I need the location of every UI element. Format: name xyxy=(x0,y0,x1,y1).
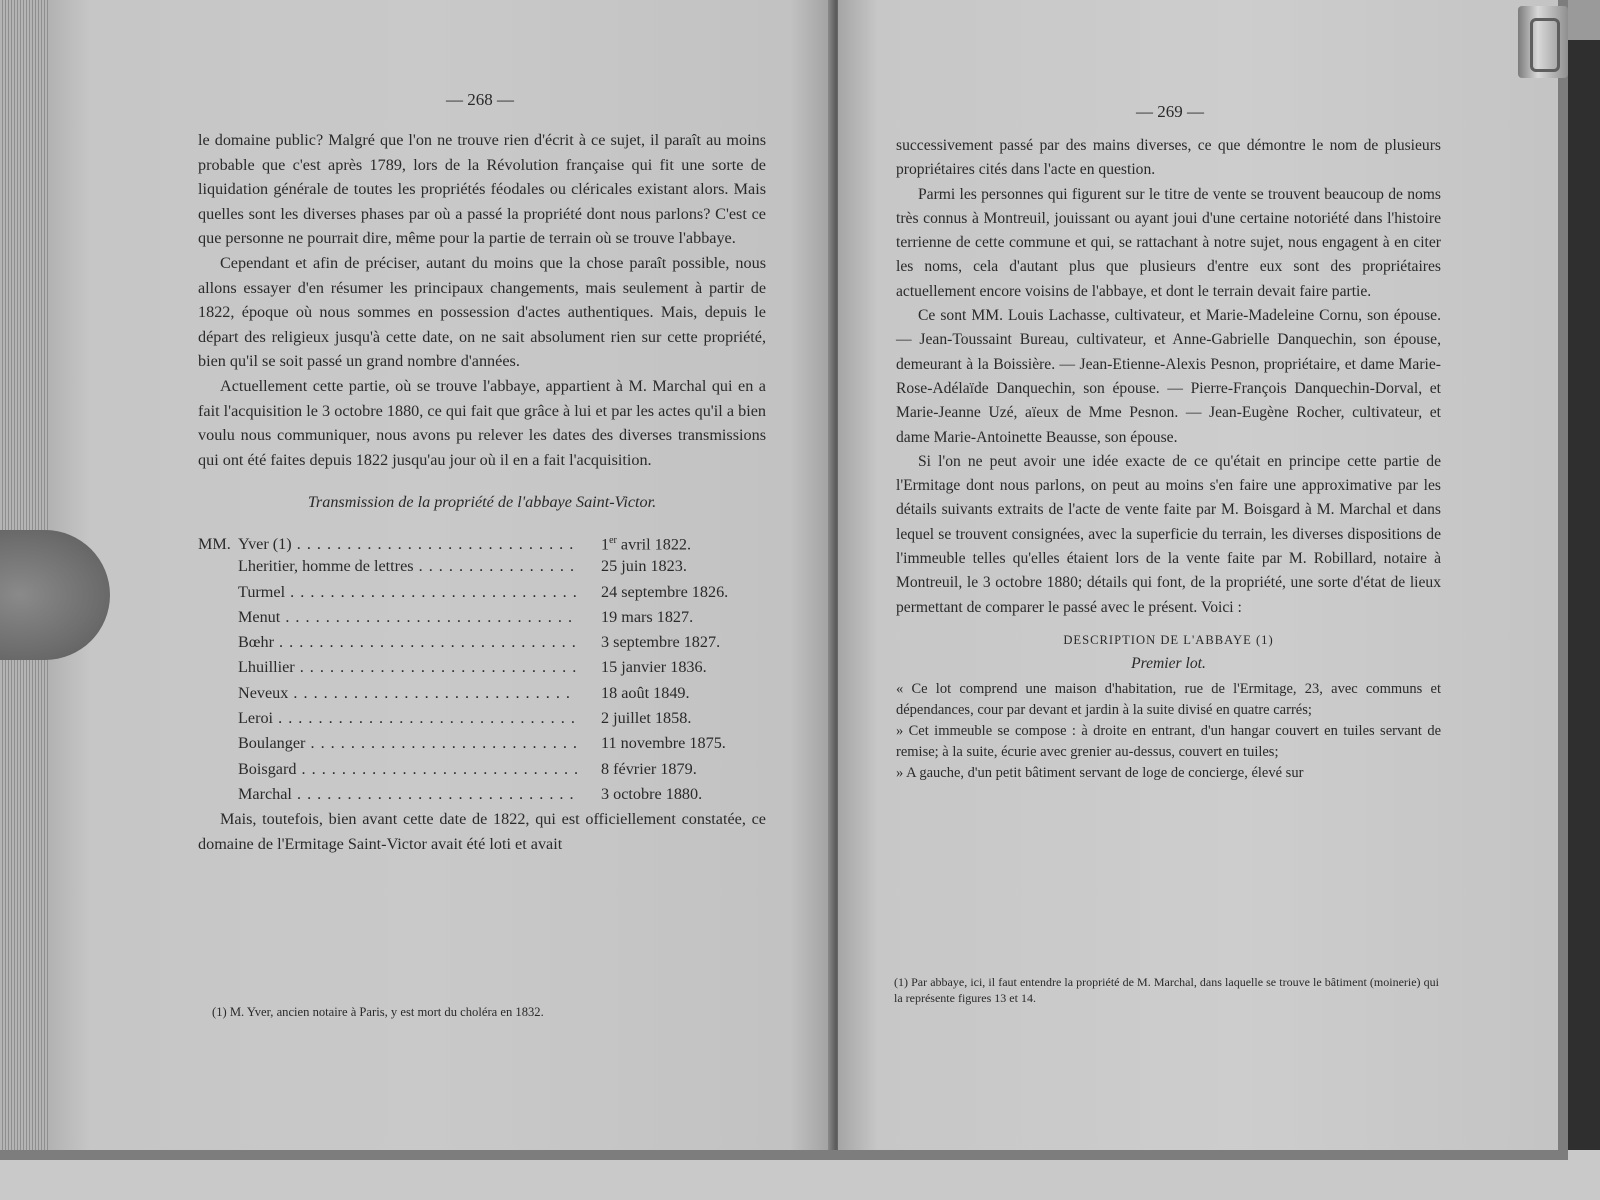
owner-name: Boulanger . . . xyxy=(238,731,577,756)
quoted-paragraph-3: » A gauche, d'un petit bâtiment servant de loge de concierge, élevé sur xyxy=(896,764,1304,781)
transmission-row xyxy=(198,782,766,807)
transmission-row xyxy=(198,706,766,731)
quoted-paragraph-1: « Ce lot comprend une maison d'habitation, rue de l'Ermitage, 23, avec communs et dépendances, cour par devant et jardin à la suite divisé en quatre carrés; xyxy=(896,680,1441,718)
owner-name: Yver (1) . . . xyxy=(238,532,577,557)
owner-name: Lheritier, homme de lettres . . . xyxy=(238,554,577,579)
transmission-row xyxy=(198,605,766,630)
owner-name: Bœhr . . . xyxy=(238,630,577,655)
owner-name: Lhuillier . . . xyxy=(238,655,577,680)
transmission-row xyxy=(198,731,766,756)
quoted-paragraph-2: » Cet immeuble se compose : à droite en entrant, d'un hangar couvert en tuiles servant de remise; à la suite, écurie avec grenier au-dessus, couvert en tuiles; xyxy=(896,722,1441,760)
transfer-date: 15 janvier 1836. xyxy=(601,658,707,677)
right-paragraph-2: Parmi les personnes qui figurent sur le titre de vente se trouvent beaucoup de noms très connus à Montreuil, jouissant ou ayant joui d'une certaine notoriété dans l'histoire terrienne de cette commune et qui, se rattachant à notre sujet, nous engagent à en citer les noms, cela d'autant plus que plusieurs d'entre eux sont des propriétaires actuellement encore voisins de l'abbaye, et dont le terrain devait faire partie. xyxy=(896,185,1441,300)
owner-name: Leroi . . . xyxy=(238,706,577,731)
transmission-prefix: MM. xyxy=(198,535,231,554)
right-paragraph-4: Si l'on ne peut avoir une idée exacte de ce qu'était en principe cette partie de l'Ermitage dont nous parlons, on peut au moins s'en faire une approximative par les détails suivants extraits de l'acte de vente faite par M. Boisgard à M. Marchal et dans lequel se trouvent consignées, avec la superficie du terrain, les diverses dispositions de l'immeuble telles qu'elles étaient lors de la vente faite par M. Robillard, notaire à Montreuil, le 3 octobre 1880; détails qui font, de la propriété, une sorte d'état de lieux permettant de comparer le passé avec le présent. Voici : xyxy=(896,452,1441,616)
left-page-number: — 268 — xyxy=(446,90,514,109)
transmission-row xyxy=(198,757,766,782)
transmission-row xyxy=(198,580,766,605)
left-paragraph-1: le domaine public? Malgré que l'on ne trouve rien d'écrit à ce sujet, il paraît au moins probable que c'est après 1789, lors de la Révolution française qui fit une sorte de liquidation générale de toutes les propriétés féodales ou cléricales existant alors. Mais quelles sont les diverses phases par où a passé la propriété dont nous parlons? C'est ce que personne ne pourrait dire, même pour la partie de terrain où se trouve l'abbaye. xyxy=(198,131,766,248)
transmission-list xyxy=(198,529,766,807)
owner-name: Marchal . . . xyxy=(238,782,577,807)
description-heading: DESCRIPTION DE L'ABBAYE (1) xyxy=(1063,632,1274,647)
owner-name: Boisgard . . . xyxy=(238,757,577,782)
transfer-date: 2 juillet 1858. xyxy=(601,708,692,727)
transfer-date: 8 février 1879. xyxy=(601,759,697,778)
transmission-row xyxy=(198,529,766,554)
transmission-heading: Transmission de la propriété de l'abbaye Saint-Victor. xyxy=(307,493,657,512)
right-footnote: (1) Par abbaye, ici, il faut entendre la propriété de M. Marchal, dans laquelle se trouve le bâtiment (moinerie) qui la représente figures 13 et 14. xyxy=(894,975,1439,1005)
transfer-date: 25 juin 1823. xyxy=(601,557,687,576)
transfer-date: 18 août 1849. xyxy=(601,683,690,702)
left-paragraph-2: Cependant et afin de préciser, autant du moins que la chose paraît possible, nous allons essayer d'en résumer les principaux changements, mais seulement à partir de 1822, époque où nous sommes en possession d'actes authentiques. Mais, depuis le départ des religieux jusqu'à cette date, on ne sait absolument rien sur cette propriété, bien qu'il se soit passé un grand nombre d'années. xyxy=(198,253,766,371)
left-paragraph-3: Actuellement cette partie, où se trouve l'abbaye, appartient à M. Marchal qui en a fait l'acquisition le 3 octobre 1880, ce qui fait que grâce à lui et par les actes qu'il a bien voulu nous communiquer, nous avons pu relever les dates des diverses transmissions qui ont été faites depuis 1822 jusqu'au jour où il en a fait l'acquisition. xyxy=(198,376,766,469)
premier-lot-heading: Premier lot. xyxy=(1131,655,1206,673)
right-page-body xyxy=(896,134,1441,784)
right-paragraph-3: Ce sont MM. Louis Lachasse, cultivateur, et Marie-Madeleine Cornu, son épouse. — Jean-Toussaint Bureau, cultivateur, et Anne-Gabrielle Danquechin, son épouse, demeurant à la Boissière. — Jean-Etienne-Alexis Pesnon, propriétaire, et dame Marie-Rose-Adélaïde Danquechin, son épouse. — Pierre-François Danquechin-Dorval, et Marie-Jeanne Uzé, aïeux de Mme Pesnon. — Jean-Eugène Rocher, cultivateur, et dame Marie-Antoinette Beausse, son épouse. xyxy=(896,307,1441,446)
owner-name: Menut . . . xyxy=(238,605,577,630)
transfer-date: 19 mars 1827. xyxy=(601,607,694,626)
owner-name: Turmel . . . xyxy=(238,580,577,605)
page-clip xyxy=(1518,6,1568,78)
right-page-number: — 269 — xyxy=(1136,102,1204,121)
transfer-date: 11 novembre 1875. xyxy=(601,734,726,753)
owner-name: Neveux . . . xyxy=(238,681,577,706)
transfer-date: 3 septembre 1827. xyxy=(601,633,721,652)
transfer-date: 1er avril 1822. xyxy=(601,534,692,554)
transmission-row xyxy=(198,630,766,655)
left-closing-paragraph: Mais, toutefois, bien avant cette date de 1822, qui est officiellement constatée, ce domaine de l'Ermitage Saint-Victor avait été loti et avait xyxy=(198,810,766,853)
left-page-body xyxy=(198,128,766,856)
transmission-row xyxy=(198,554,766,579)
right-paragraph-1: successivement passé par des mains diverses, ce que démontre le nom de plusieurs propriétaires cités dans l'acte en question. xyxy=(896,137,1441,179)
transfer-date: 3 octobre 1880. xyxy=(601,784,703,803)
transmission-row xyxy=(198,655,766,680)
transfer-date: 24 septembre 1826. xyxy=(601,582,729,601)
transmission-row xyxy=(198,681,766,706)
left-footnote: (1) M. Yver, ancien notaire à Paris, y est mort du choléra en 1832. xyxy=(212,1005,544,1019)
